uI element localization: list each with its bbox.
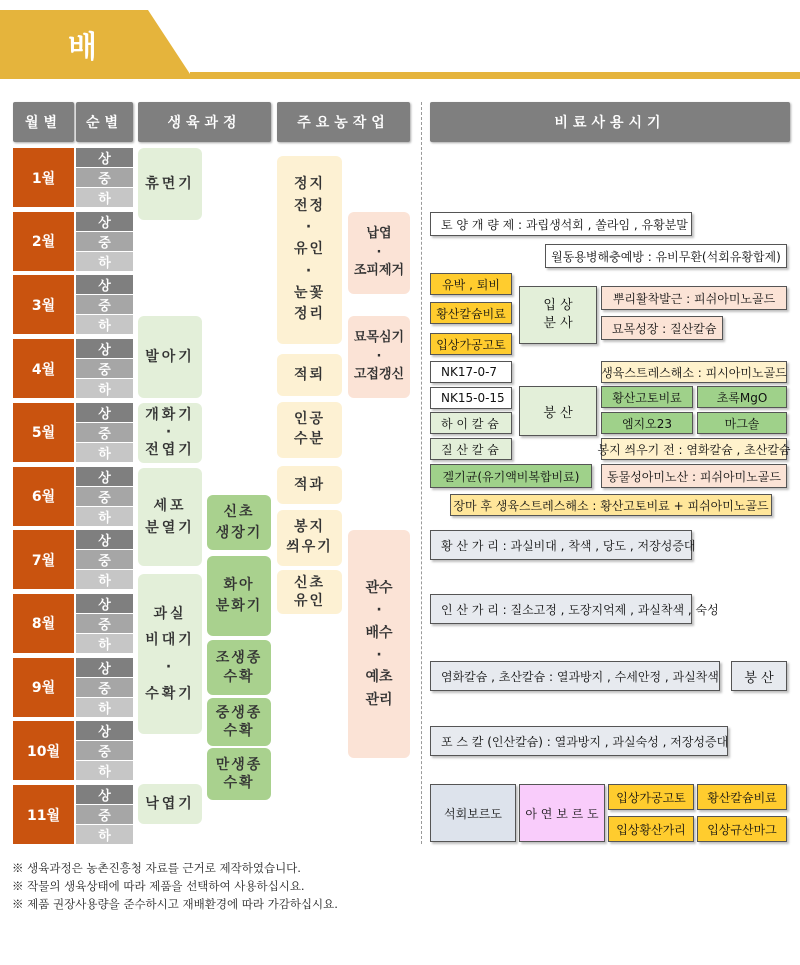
farm-pollination: 인공 수분 bbox=[277, 402, 342, 458]
period-cell: 하 bbox=[76, 252, 133, 271]
title-banner bbox=[0, 10, 800, 82]
period-cell: 상 bbox=[76, 658, 133, 677]
period-cell: 상 bbox=[76, 721, 133, 740]
month-cell: 8월 bbox=[13, 594, 74, 653]
fert-stress: 생육스트레스해소 : 피시아미노골드 bbox=[601, 361, 787, 383]
month-cell: 7월 bbox=[13, 530, 74, 589]
period-cell: 하 bbox=[76, 315, 133, 334]
farm-water-management: 관수 · 배수 · 예초 관리 bbox=[348, 530, 410, 758]
fert-seedling: 묘목성장 : 질산칼슘 bbox=[601, 316, 723, 340]
header-period: 순별 bbox=[76, 102, 133, 142]
fert-oilcake: 유박 , 퇴비 bbox=[430, 273, 512, 295]
farm-pruning: 정지 전정 · 유인 · 눈꽃 정리 bbox=[277, 156, 342, 344]
growth-flowering: 개화기 · 전엽기 bbox=[138, 403, 202, 463]
note-2: ※ 작물의 생육상태에 따라 제품을 선택하여 사용하십시요. bbox=[12, 879, 305, 893]
page-title: 배 bbox=[68, 30, 98, 65]
period-cell: 중 bbox=[76, 168, 133, 187]
fert-boric-acid-autumn: 붕 산 bbox=[731, 661, 787, 691]
fert-winter-pest: 월동용병해충예방 : 유비무환(석회유황합제) bbox=[545, 244, 787, 268]
period-cell: 중 bbox=[76, 614, 133, 633]
period-cell: 하 bbox=[76, 698, 133, 717]
period-cell: 상 bbox=[76, 467, 133, 486]
month-cell: 6월 bbox=[13, 467, 74, 526]
fert-magsol: 마그솔 bbox=[697, 412, 787, 434]
period-cell: 하 bbox=[76, 507, 133, 526]
fert-animal-amino: 동물성아미노산 : 피쉬아미노골드 bbox=[601, 464, 787, 488]
period-cell: 하 bbox=[76, 761, 133, 780]
farm-fruit-thinning: 적과 bbox=[277, 466, 342, 504]
fert-granular-silica-mg: 입상규산마그 bbox=[697, 816, 787, 842]
fert-calcium-sulfate-2: 황산칼슘비료 bbox=[697, 784, 787, 810]
fert-magnesium-sulfate: 황산고토비료 bbox=[601, 386, 693, 408]
note-1: ※ 생육과정은 농촌진흥청 자료를 근거로 제작하였습니다. bbox=[12, 861, 301, 875]
period-cell: 중 bbox=[76, 550, 133, 569]
fert-calcium-chloride: 염화칼슘 , 초산칼슘 : 열과방지 , 수세안정 , 과실착색 bbox=[430, 661, 720, 691]
month-cell: 1월 bbox=[13, 148, 74, 207]
month-cell: 3월 bbox=[13, 275, 74, 334]
note-3: ※ 제품 권장사용량을 준수하시고 재배환경에 따라 가감하십시요. bbox=[12, 897, 338, 911]
period-cell: 하 bbox=[76, 443, 133, 462]
growth-leaf-fall: 낙엽기 bbox=[138, 784, 202, 824]
fert-boric-acid: 붕 산 bbox=[519, 386, 597, 436]
fert-before-bagging: 봉지 씌우기 전 : 염화칼슘 , 초산칼슘 bbox=[601, 438, 787, 460]
month-cell: 4월 bbox=[13, 339, 74, 398]
farm-shoot-training: 신초 유인 bbox=[277, 570, 342, 614]
fert-high-calcium: 하 이 칼 슘 bbox=[430, 412, 512, 434]
growth-early-harvest: 조생종 수확 bbox=[207, 640, 271, 695]
growth-cell-division: 세포 분열기 bbox=[138, 468, 202, 566]
period-cell: 중 bbox=[76, 678, 133, 697]
period-cell: 중 bbox=[76, 741, 133, 760]
farm-bud-thinning: 적뢰 bbox=[277, 354, 342, 396]
fert-bordeaux-zinc: 아 연 보 르 도 bbox=[519, 784, 605, 842]
header-month: 월별 bbox=[13, 102, 74, 142]
growth-shoot: 신초 생장기 bbox=[207, 495, 271, 550]
fert-nk15: NK15-0-15 bbox=[430, 387, 512, 409]
header-fertilizer: 비료사용시기 bbox=[430, 102, 790, 142]
period-cell: 상 bbox=[76, 339, 133, 358]
period-cell: 중 bbox=[76, 359, 133, 378]
period-cell: 중 bbox=[76, 232, 133, 251]
period-cell: 중 bbox=[76, 423, 133, 442]
month-cell: 10월 bbox=[13, 721, 74, 780]
growth-dormant: 휴면기 bbox=[138, 148, 202, 220]
fert-granular-magnesia-2: 입상가공고토 bbox=[608, 784, 694, 810]
fert-nk17: NK17-0-7 bbox=[430, 361, 512, 383]
fert-potassium-phosphate: 인 산 가 리 : 질소고정 , 도장지억제 , 과실착색 , 숙성 bbox=[430, 594, 692, 624]
period-cell: 하 bbox=[76, 379, 133, 398]
growth-mid-harvest: 중생종 수확 bbox=[207, 698, 271, 746]
fert-phoscal: 포 스 칼 (인산칼슘) : 열과방지 , 과실숙성 , 저장성증대 bbox=[430, 726, 728, 756]
fert-granular-potassium: 입상황산가리 bbox=[608, 816, 694, 842]
farm-seedling-planting: 묘목심기 · 고접갱신 bbox=[348, 316, 410, 398]
period-cell: 하 bbox=[76, 634, 133, 653]
period-cell: 하 bbox=[76, 570, 133, 589]
farm-bagging: 봉지 씌우기 bbox=[277, 510, 342, 566]
period-cell: 중 bbox=[76, 295, 133, 314]
divider-line bbox=[421, 102, 422, 844]
month-cell: 5월 bbox=[13, 403, 74, 462]
period-cell: 하 bbox=[76, 188, 133, 207]
period-cell: 상 bbox=[76, 530, 133, 549]
fert-organic-liquid: 겔기균(유기액비복합비료) bbox=[430, 464, 592, 488]
period-cell: 하 bbox=[76, 825, 133, 844]
month-cell: 11월 bbox=[13, 785, 74, 844]
header-farm-work: 주요농작업 bbox=[277, 102, 410, 142]
growth-late-harvest: 만생종 수확 bbox=[207, 748, 271, 800]
month-cell: 9월 bbox=[13, 658, 74, 717]
growth-bud-differentiation: 화아 분화기 bbox=[207, 556, 271, 636]
fert-bordeaux-lime: 석회보르도 bbox=[430, 784, 516, 842]
fert-granular-spread: 입 상 분 사 bbox=[519, 286, 597, 344]
fert-green-mgo: 초록MgO bbox=[697, 386, 787, 408]
period-cell: 중 bbox=[76, 805, 133, 824]
fert-soil-amendment: 토 양 개 량 제 : 과립생석회 , 쏠라임 , 유황분말 bbox=[430, 212, 692, 236]
period-cell: 상 bbox=[76, 275, 133, 294]
fert-granular-magnesia: 입상가공고토 bbox=[430, 333, 512, 355]
fert-potassium-sulfate: 황 산 가 리 : 과실비대 , 착색 , 당도 , 저장성증대 bbox=[430, 530, 692, 560]
farm-bark-removal: 납엽 · 조피제거 bbox=[348, 212, 410, 294]
period-cell: 상 bbox=[76, 403, 133, 422]
period-cell: 상 bbox=[76, 148, 133, 167]
period-cell: 상 bbox=[76, 785, 133, 804]
fert-root: 뿌리활착발근 : 피쉬아미노골드 bbox=[601, 286, 787, 310]
fert-post-rain: 장마 후 생육스트레스해소 : 황산고토비료 + 피쉬아미노골드 bbox=[450, 494, 772, 516]
fert-calcium-nitrate: 질 산 칼 슘 bbox=[430, 438, 512, 460]
period-cell: 상 bbox=[76, 212, 133, 231]
fert-calcium-sulfate: 황산칼슘비료 bbox=[430, 302, 512, 324]
period-cell: 중 bbox=[76, 487, 133, 506]
growth-enlargement: 과실 비대기 · 수확기 bbox=[138, 574, 202, 734]
month-cell: 2월 bbox=[13, 212, 74, 271]
period-cell: 상 bbox=[76, 594, 133, 613]
header-growth: 생육과정 bbox=[138, 102, 271, 142]
fert-mg23: 엠지오23 bbox=[601, 412, 693, 434]
growth-sprout: 발아기 bbox=[138, 316, 202, 398]
